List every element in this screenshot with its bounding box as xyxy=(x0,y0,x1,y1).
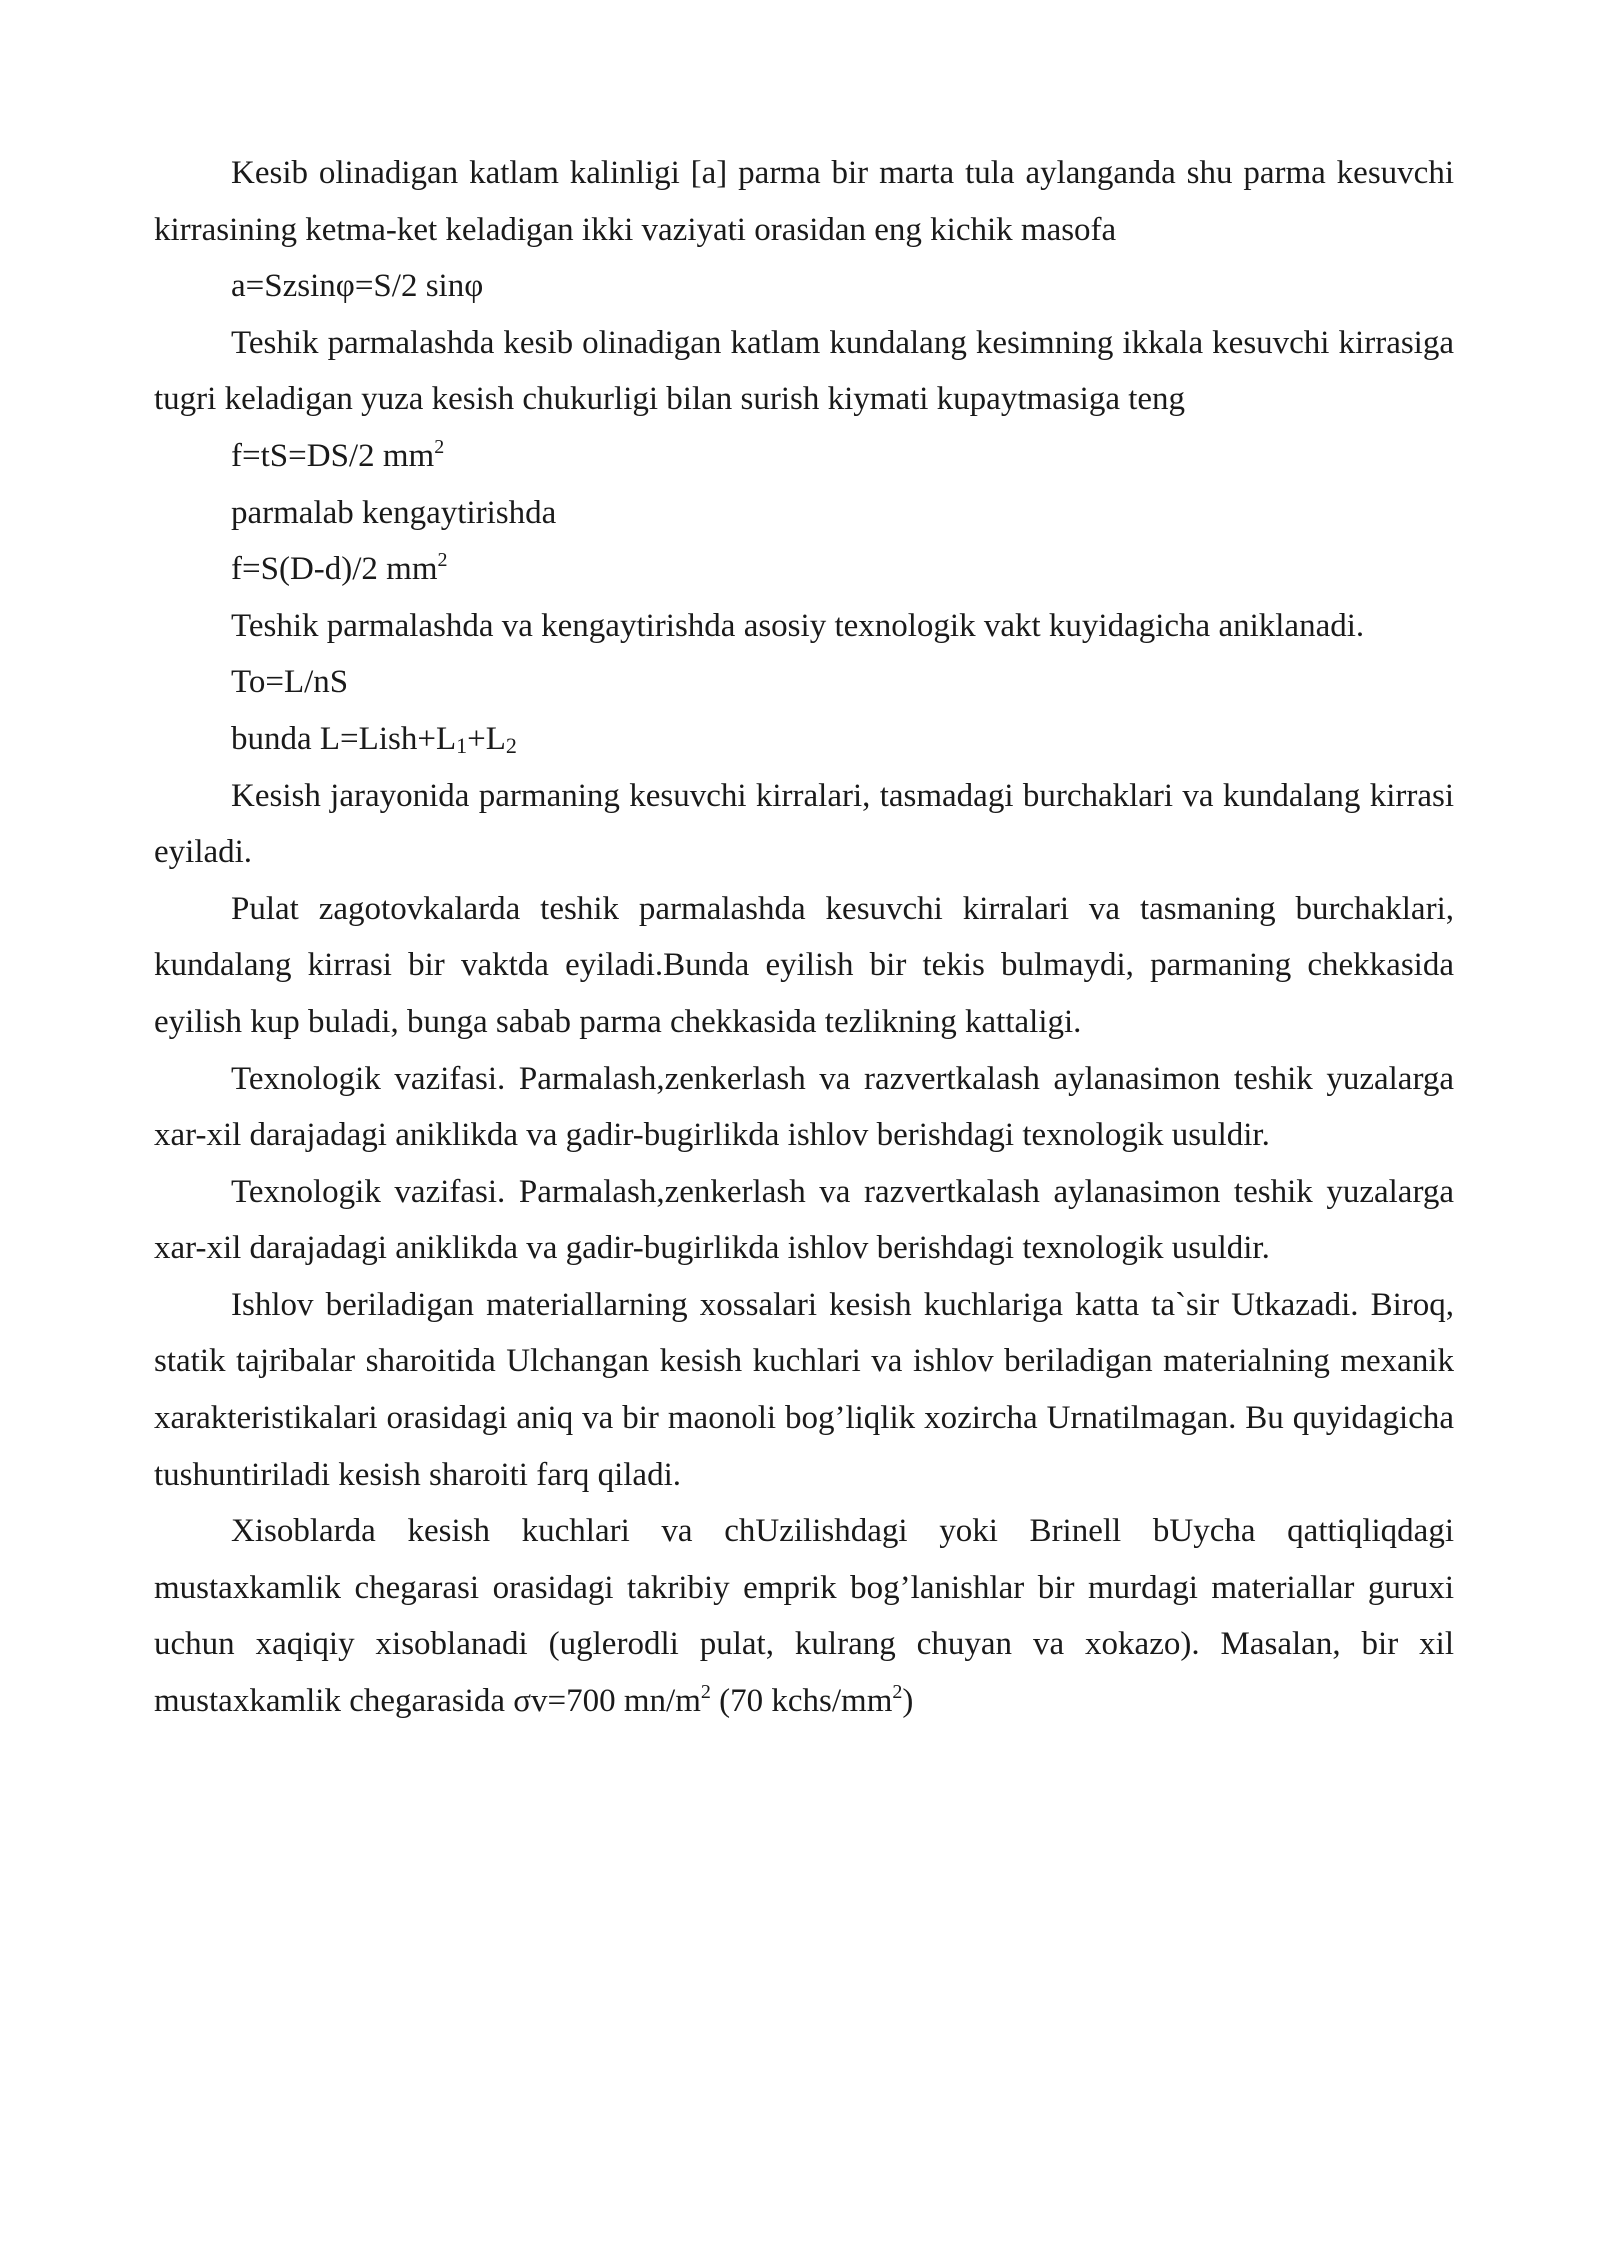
formula-text: +L xyxy=(467,720,506,757)
superscript: 2 xyxy=(892,1681,903,1704)
paragraph-drilling-cross-section: Teshik parmalashda kesib olinadigan katlam kundalang kesimning ikkala kesuvchi kirrasiga tugri keladigan yuza kesish chukurligi bilan surish kiymati kupaytmasiga teng xyxy=(154,324,1454,418)
superscript: 2 xyxy=(437,549,448,572)
paragraph-wear: Kesish jarayonida parmaning kesuvchi kirralari, tasmadagi burchaklari va kundalang kirrasi eyiladi. xyxy=(154,777,1454,871)
document-page xyxy=(154,145,1454,1730)
superscript: 2 xyxy=(700,1681,711,1704)
paragraph-text: (70 kchs/mm xyxy=(710,1683,893,1720)
heading-reaming: parmalab kengaytirishda xyxy=(231,494,557,531)
subscript: 2 xyxy=(505,732,517,758)
paragraph-text: Xisoblarda kesish kuchlari va chUzilishdagi yoki Brinell bUycha qattiqliqdagi mustaxkamlik chegarasi orasidagi takribiy emprik bog’lanishlar bir murdagi materiallar guruxi uchun xaqiqiy xisoblanadi (uglerodli pulat, kulrang chuyan va xokazo). Masalan, bir xil mustaxkamlik chegarasida σv=700 mn/m xyxy=(154,1513,1454,1720)
formula-text: f=S(D-d)/2 mm xyxy=(231,551,438,588)
subscript: 1 xyxy=(456,732,468,758)
paragraph-technological-task-2: Texnologik vazifasi. Parmalash,zenkerlash va razvertkalash aylanasimon teshik yuzalarga xar-xil darajadagi aniklikda va gadir-bugirlikda ishlov berishdagi texnologik usuldir. xyxy=(154,1173,1454,1267)
paragraph-material-properties: Ishlov beriladigan materiallarning xossalari kesish kuchlariga katta ta`sir Utkazadi. Biroq, statik tajribalar sharoitida Ulchangan kesish kuchlari va ishlov beriladigan materialning mexanik xarakteristikalari orasidagi aniq va bir maonoli bog’liqlik xozircha Urnatilmagan. Bu quyidagicha tushuntiriladi kesish sharoiti farq qiladi. xyxy=(154,1286,1454,1493)
paragraph-calculations xyxy=(154,1503,1454,1729)
formula-a: a=Szsinφ=S/2 sinφ xyxy=(231,268,484,305)
paragraph-text: ) xyxy=(902,1683,914,1720)
paragraph-cut-layer-thickness: Kesib olinadigan katlam kalinligi [a] parma bir marta tula aylanganda shu parma kesuvchi kirrasining ketma-ket keladigan ikki vaziyati orasidan eng kichik masofa xyxy=(154,155,1454,248)
paragraph-steel-workpieces: Pulat zagotovkalarda teshik parmalashda kesuvchi kirralari va tasmaning burchaklari, kundalang kirrasi bir vaktda eyiladi.Bunda eyilish bir tekis bulmaydi, parmaning chekkasida eyilish kup buladi, bunga sabab parma chekkasida tezlikning kattaligi. xyxy=(154,890,1454,1040)
formula-text: f=tS=DS/2 mm xyxy=(231,437,435,474)
formula-f-drilling xyxy=(154,428,1454,485)
formula-text: bunda L=Lish+L xyxy=(231,720,457,757)
superscript: 2 xyxy=(434,435,445,458)
formula-length xyxy=(154,711,1454,768)
formula-to: To=L/nS xyxy=(231,664,349,701)
paragraph-machining-time: Teshik parmalashda va kengaytirishda asosiy texnologik vakt kuyidagicha aniklanadi. xyxy=(231,607,1365,644)
paragraph-technological-task-1: Texnologik vazifasi. Parmalash,zenkerlash va razvertkalash aylanasimon teshik yuzalarga xar-xil darajadagi aniklikda va gadir-bugirlikda ishlov berishdagi texnologik usuldir. xyxy=(154,1060,1454,1154)
formula-f-reaming xyxy=(154,541,1454,598)
